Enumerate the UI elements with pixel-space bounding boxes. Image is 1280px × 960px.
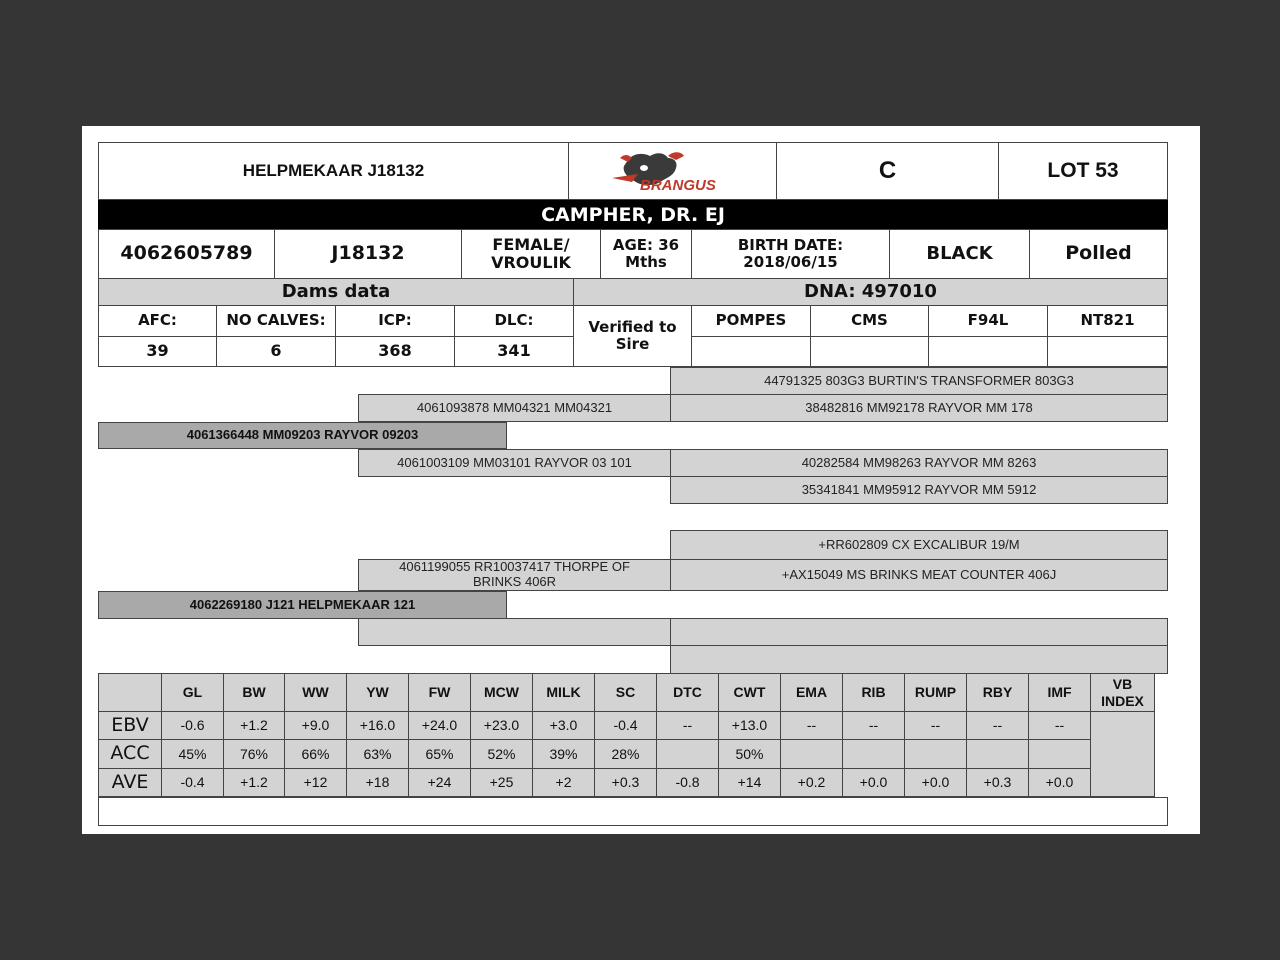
ebv-header-rib: RIB <box>842 673 905 712</box>
vb-index-line-1: VB <box>1112 676 1133 693</box>
ebv-header-rump: RUMP <box>904 673 967 712</box>
ebv-cell: -0.6 <box>161 711 224 740</box>
ebv-cell: +25 <box>470 768 533 797</box>
grade-letter: C <box>776 142 999 200</box>
ebv-cell: -- <box>780 711 843 740</box>
verified-to-sire <box>573 305 692 367</box>
ebv-cell: -0.4 <box>161 768 224 797</box>
ebv-cell: -0.8 <box>656 768 719 797</box>
ebv-cell: 28% <box>594 739 657 769</box>
ebv-header-cwt: CWT <box>718 673 781 712</box>
ebv-cell: 66% <box>284 739 347 769</box>
ebv-cell: +13.0 <box>718 711 781 740</box>
ebv-header-ema: EMA <box>780 673 843 712</box>
brangus-logo <box>568 142 777 200</box>
ebv-cell: 76% <box>223 739 285 769</box>
ebv-cell <box>842 739 905 769</box>
ebv-cell: -- <box>966 711 1029 740</box>
ebv-cell: -- <box>904 711 967 740</box>
pedigree-sire-sire: 4061093878 MM04321 MM04321 <box>358 394 671 422</box>
ebv-cell: 45% <box>161 739 224 769</box>
ebv-cell: 65% <box>408 739 471 769</box>
dlc-label: DLC: <box>454 305 574 337</box>
ebv-cell: 52% <box>470 739 533 769</box>
no-calves-label: NO CALVES: <box>216 305 336 337</box>
ebv-header-bw: BW <box>223 673 285 712</box>
ebv-cell: +1.2 <box>223 768 285 797</box>
ebv-cell: 50% <box>718 739 781 769</box>
marker-nt821-value <box>1047 336 1168 367</box>
pedigree-sire-sire-sire: 44791325 803G3 BURTIN'S TRANSFORMER 803G3 <box>670 367 1168 395</box>
ebv-corner <box>98 673 162 712</box>
ebv-header-yw: YW <box>346 673 409 712</box>
age: AGE: 36 Mths <box>600 229 692 279</box>
pedigree-dam-dam-dam <box>670 645 1168 674</box>
ebv-cell <box>656 739 719 769</box>
dams-data-title: Dams data <box>98 278 574 306</box>
pedigree-dam-dam-sire <box>670 618 1168 646</box>
ebv-header-vb-index <box>1090 673 1155 712</box>
ebv-cell: -- <box>1028 711 1091 740</box>
pedigree-dam-sire-dam: +AX15049 MS BRINKS MEAT COUNTER 406J <box>670 559 1168 591</box>
birth-date-value: 2018/06/15 <box>743 253 838 271</box>
marker-f94l-value <box>928 336 1048 367</box>
lot-number: LOT 53 <box>998 142 1168 200</box>
sex <box>461 229 601 279</box>
ebv-cell: +0.2 <box>780 768 843 797</box>
ebv-cell: +0.0 <box>904 768 967 797</box>
marker-pompes: POMPES <box>691 305 811 337</box>
ebv-header-dtc: DTC <box>656 673 719 712</box>
ebv-header-mcw: MCW <box>470 673 533 712</box>
pedigree-sire-sire-dam: 38482816 MM92178 RAYVOR MM 178 <box>670 394 1168 422</box>
ebv-cell: +18 <box>346 768 409 797</box>
ebv-row-label-ave: AVE <box>98 768 162 797</box>
polled-status: Polled <box>1029 229 1168 279</box>
ebv-cell: +3.0 <box>532 711 595 740</box>
pedigree-sire-dam: 4061003109 MM03101 RAYVOR 03 101 <box>358 449 671 477</box>
ebv-cell: +2 <box>532 768 595 797</box>
ebv-header-milk: MILK <box>532 673 595 712</box>
sale-catalogue-card <box>82 126 1200 834</box>
pedigree-dam-sire: 4061199055 RR10037417 THORPE OF BRINKS 406R <box>358 559 671 591</box>
no-calves-value: 6 <box>216 336 336 367</box>
ebv-cell: -0.4 <box>594 711 657 740</box>
logo-text: BRANGUS <box>639 177 716 194</box>
dlc-value: 341 <box>454 336 574 367</box>
pedigree-sire-dam-dam: 35341841 MM95912 RAYVOR MM 5912 <box>670 476 1168 504</box>
marker-cms: CMS <box>810 305 929 337</box>
ebv-header-gl: GL <box>161 673 224 712</box>
ebv-header-rby: RBY <box>966 673 1029 712</box>
marker-cms-value <box>810 336 929 367</box>
breeder-name: CAMPHER, DR. EJ <box>98 200 1168 230</box>
icp-label: ICP: <box>335 305 455 337</box>
ebv-footer-row <box>98 797 1168 826</box>
tattoo: J18132 <box>274 229 462 279</box>
ebv-cell: +9.0 <box>284 711 347 740</box>
ebv-cell: +1.2 <box>223 711 285 740</box>
ebv-cell: +24 <box>408 768 471 797</box>
verified-line-2: Sire <box>615 335 650 353</box>
ebv-header-ww: WW <box>284 673 347 712</box>
ebv-cell: +24.0 <box>408 711 471 740</box>
ebv-cell: +0.0 <box>842 768 905 797</box>
ebv-cell <box>966 739 1029 769</box>
birth-date <box>691 229 890 279</box>
ebv-cell: -- <box>842 711 905 740</box>
ebv-cell: +12 <box>284 768 347 797</box>
ebv-row-label-acc: ACC <box>98 739 162 769</box>
dna-title: DNA: 497010 <box>573 278 1168 306</box>
pedigree-dam-sire-sire: +RR602809 CX EXCALIBUR 19/M <box>670 530 1168 560</box>
afc-label: AFC: <box>98 305 217 337</box>
pedigree-dam: 4062269180 J121 HELPMEKAAR 121 <box>98 591 507 619</box>
sex-afrikaans: VROULIK <box>491 253 571 272</box>
pedigree-sire-dam-sire: 40282584 MM98263 RAYVOR MM 8263 <box>670 449 1168 477</box>
ebv-cell <box>904 739 967 769</box>
marker-nt821: NT821 <box>1047 305 1168 337</box>
bull-head-icon <box>598 148 748 194</box>
afc-value: 39 <box>98 336 217 367</box>
marker-pompes-value <box>691 336 811 367</box>
ebv-cell: -- <box>656 711 719 740</box>
ebv-header-imf: IMF <box>1028 673 1091 712</box>
ebv-cell: +0.0 <box>1028 768 1091 797</box>
ebv-cell: +0.3 <box>594 768 657 797</box>
vb-index-line-2: INDEX <box>1101 692 1144 709</box>
ebv-cell: +0.3 <box>966 768 1029 797</box>
sex-english: FEMALE/ <box>492 234 570 254</box>
ebv-cell <box>1028 739 1091 769</box>
animal-name: HELPMEKAAR J18132 <box>98 142 569 200</box>
ebv-header-fw: FW <box>408 673 471 712</box>
ebv-cell <box>780 739 843 769</box>
ebv-cell: +23.0 <box>470 711 533 740</box>
pedigree-dam-dam <box>358 618 671 646</box>
pedigree-sire: 4061366448 MM09203 RAYVOR 09203 <box>98 422 507 449</box>
ebv-row-label-ebv: EBV <box>98 711 162 740</box>
icp-value: 368 <box>335 336 455 367</box>
birth-date-label: BIRTH DATE: <box>737 235 844 254</box>
ebv-cell: 63% <box>346 739 409 769</box>
ebv-cell: 39% <box>532 739 595 769</box>
verified-line-1: Verified to <box>588 317 677 336</box>
id-number: 4062605789 <box>98 229 275 279</box>
ebv-header-sc: SC <box>594 673 657 712</box>
colour: BLACK <box>889 229 1030 279</box>
ebv-cell: +16.0 <box>346 711 409 740</box>
marker-f94l: F94L <box>928 305 1048 337</box>
vb-index-value <box>1090 711 1155 797</box>
ebv-cell: +14 <box>718 768 781 797</box>
